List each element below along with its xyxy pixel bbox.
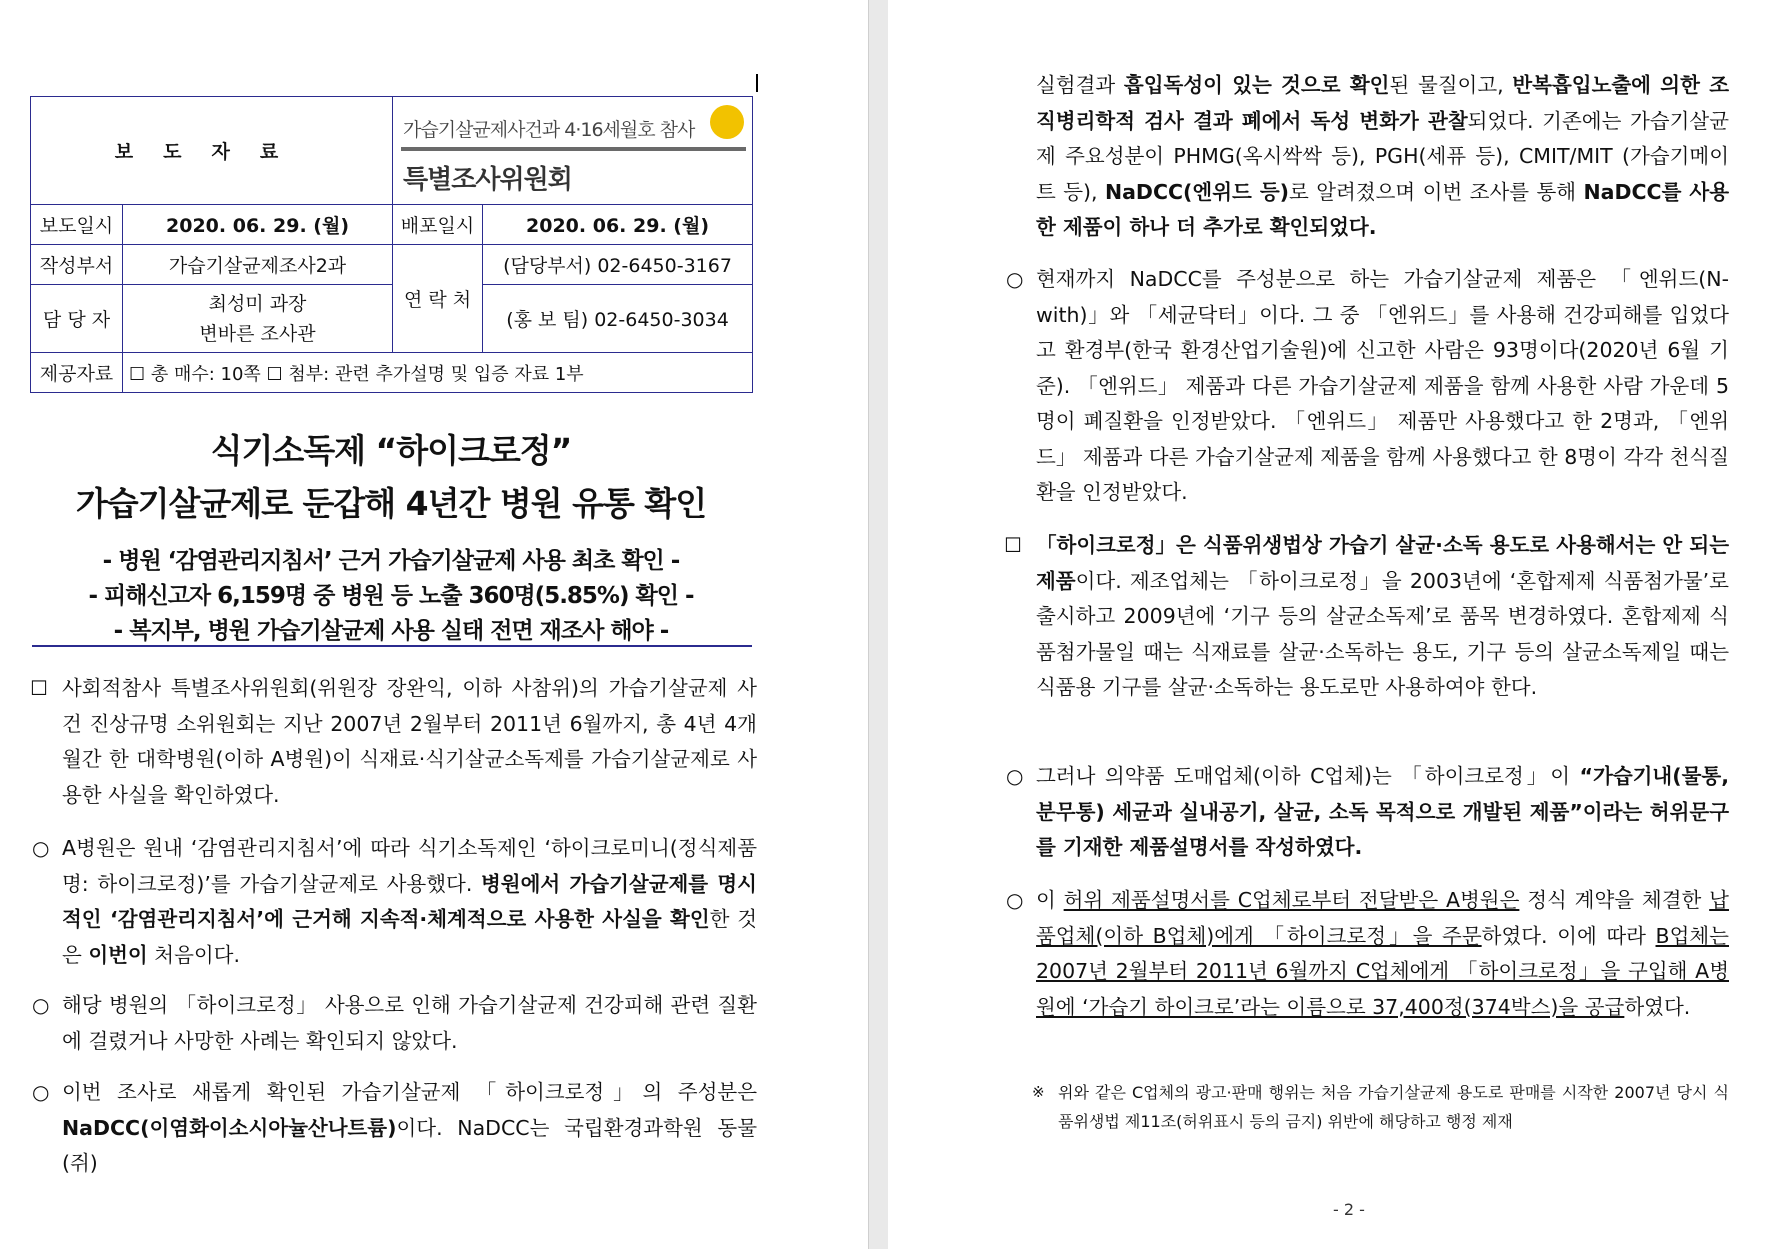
materials-label: 제공자료 [31, 353, 123, 393]
report-date-label: 보도일시 [31, 205, 123, 245]
org-divider [401, 147, 746, 151]
distribution-date: 2020. 06. 29. (월) [483, 205, 753, 245]
org-line-1: 가습기살균제사건과 4·16세월호 참사 [403, 119, 695, 141]
page-number: - 2 - [1333, 1200, 1365, 1219]
contact-pr: (홍 보 팀) 02-6450-3034 [483, 285, 753, 353]
materials-value: ☐ 총 매수: 10쪽 ☐ 첨부: 관련 추가설명 및 입증 자료 1부 [123, 353, 753, 393]
press-release-header-table [30, 96, 753, 393]
person-cell [123, 285, 393, 353]
page-1 [0, 0, 868, 1249]
left-paragraph-1: ☐ 사회적참사 특별조사위원회(위원장 장완익, 이하 사참위)의 가습기살균제 사건 진상규명 소위원회는 지난 2007년 2월부터 2011년 6월까지, 총 4년 4개월간 한 대학병원(이하 A병원)이 식재료·식기살균소독제를 가습기살균제로 사용한 사실을 확인하였다. [62, 671, 757, 813]
right-paragraph-3: ☐ 「하이크로정」은 식품위생법상 가습기 살균·소독 용도로 사용해서는 안 되는 제품이다. 제조업체는 「하이크로정」을 2003년에 ‘혼합제제 식품첨가물’로 출시하고 2009년에 ‘기구 등의 살균소독제’로 품목 변경하였다. 혼합제제 식품첨가물일 때는 식재료를 살균·소독하는 용도, 기구 등의 살균소독제일 때는 식품용 기구를 살균·소독하는 용도로만 사용하여야 한다. [1036, 528, 1729, 706]
page-gutter [868, 0, 890, 1249]
subheadline-3: - 복지부, 병원 가습기살균제 사용 실태 전면 재조사 해야 - [113, 618, 669, 644]
right-note: ※ 위와 같은 C업체의 광고·판매 행위는 처음 가습기살균제 용도로 판매를 시작한 2007년 당시 식품위생법 제11조(허위표시 등의 금지) 위반에 해당하고 행정 제재 [1058, 1078, 1729, 1136]
person-label: 담 당 자 [31, 285, 123, 353]
circle-bullet-icon: ○ [32, 836, 50, 860]
text-cursor [756, 74, 758, 92]
person-2: 변바른 조사관 [199, 322, 316, 345]
circle-bullet-icon: ○ [1006, 267, 1024, 291]
person-1: 최성미 과장 [208, 292, 307, 315]
left-paragraph-4: ○ 이번 조사로 새롭게 확인된 가습기살균제 「하이크로정」의 주성분은 NaDCC(이염화이소시아뉼산나트륨)이다. NaDCC는 국립환경과학원 동물(쥐) [62, 1075, 757, 1182]
subheadline-2: - 피해신고자 6,159명 중 병원 등 노출 360명(5.85%) 확인 - [88, 583, 694, 609]
org-logo [393, 97, 753, 205]
box-bullet-icon: ☐ [30, 676, 48, 700]
headline-1: 식기소독제 “하이크로정” [210, 431, 572, 470]
left-paragraph-2: ○ A병원은 원내 ‘감염관리지침서’에 따라 식기소독제인 ‘하이크로미니(정식제품명: 하이크로정)’를 가습기살균제로 사용했다. 병원에서 가습기살균제를 명시적인 ‘감염관리지침서’에 근거해 지속적·체계적으로 사용한 사실을 확인한 것은 이번이 처음이다. [62, 831, 757, 973]
left-paragraph-3: ○ 해당 병원의 「하이크로정」 사용으로 인해 가습기살균제 건강피해 관련 질환에 걸렸거나 사망한 사례는 확인되지 않았다. [62, 988, 757, 1059]
right-paragraph-1: 실험결과 흡입독성이 있는 것으로 확인된 물질이고, 반복흡입노출에 의한 조직병리학적 검사 결과 폐에서 독성 변화가 관찰되었다. 기존에는 가습기살균제 주요성분이 PHMG(옥시싹싹 등), PGH(세퓨 등), CMIT/MIT (가습기메이트 등), NaDCC(엔위드 등)로 알려졌으며 이번 조사를 통해 NaDCC를 사용한 제품이 하나 더 추가로 확인되었다. [1036, 73, 1730, 239]
right-paragraph-4: ○ 그러나 의약품 도매업체(이하 C업체)는 「하이크로정」이 “가습기내(물통, 분무통) 세균과 실내공기, 살균, 소독 목적으로 개발된 제품”이라는 허위문구를 기재한 제품설명서를 작성하였다. [1036, 759, 1729, 866]
contact-dept: (담당부서) 02-6450-3167 [483, 245, 753, 285]
press-release-title: 보도자료 [31, 97, 393, 205]
subheadline-1: - 병원 ‘감염관리지침서’ 근거 가습기살균제 사용 최초 확인 - [102, 548, 680, 574]
contact-label: 연 락 처 [393, 245, 483, 353]
circle-bullet-icon: ○ [32, 1080, 50, 1104]
sun-logo-icon [710, 105, 744, 139]
circle-bullet-icon: ○ [1006, 888, 1024, 912]
circle-bullet-icon: ○ [1006, 764, 1024, 788]
headline-2: 가습기살균제로 둔갑해 4년간 병원 유통 확인 [75, 484, 707, 523]
reference-mark-icon: ※ [1032, 1083, 1045, 1101]
org-line-2: 특별조사위원회 [403, 165, 572, 195]
distribution-date-label: 배포일시 [393, 205, 483, 245]
right-paragraph-2: ○ 현재까지 NaDCC를 주성분으로 하는 가습기살균제 제품은 「엔위드(N-with)」와 「세균닥터」이다. 그 중 「엔위드」를 사용해 건강피해를 입었다고 환경부(한국 환경산업기술원)에 신고한 사람은 93명이다(2020년 6월 기준). 「엔위드」 제품과 다른 가습기살균제 제품을 함께 사용한 사람 가운데 5명이 폐질환을 인정받았다. 「엔위드」 제품만 사용했다고 한 2명과, 「엔위드」 제품과 다른 가습기살균제 제품을 함께 사용했다고 한 8명이 각각 천식질환을 인정받았다. [1036, 262, 1729, 511]
dept-value: 가습기살균제조사2과 [123, 245, 393, 285]
right-paragraph-5: ○ 이 허위 제품설명서를 C업체로부터 전달받은 A병원은 정식 계약을 체결한 납품업체(이하 B업체)에게 「하이크로정」을 주문하였다. 이에 따라 B업체는 2007년 2월부터 2011년 6월까지 C업체에게 「하이크로정」을 구입해 A병원에 ‘가습기 하이크로’라는 이름으로 37,400정(374박스)을 공급하였다. [1036, 883, 1729, 1025]
circle-bullet-icon: ○ [32, 993, 50, 1017]
report-date: 2020. 06. 29. (월) [123, 205, 393, 245]
headline-rule [32, 645, 752, 647]
box-bullet-icon: ☐ [1004, 533, 1022, 557]
dept-label: 작성부서 [31, 245, 123, 285]
